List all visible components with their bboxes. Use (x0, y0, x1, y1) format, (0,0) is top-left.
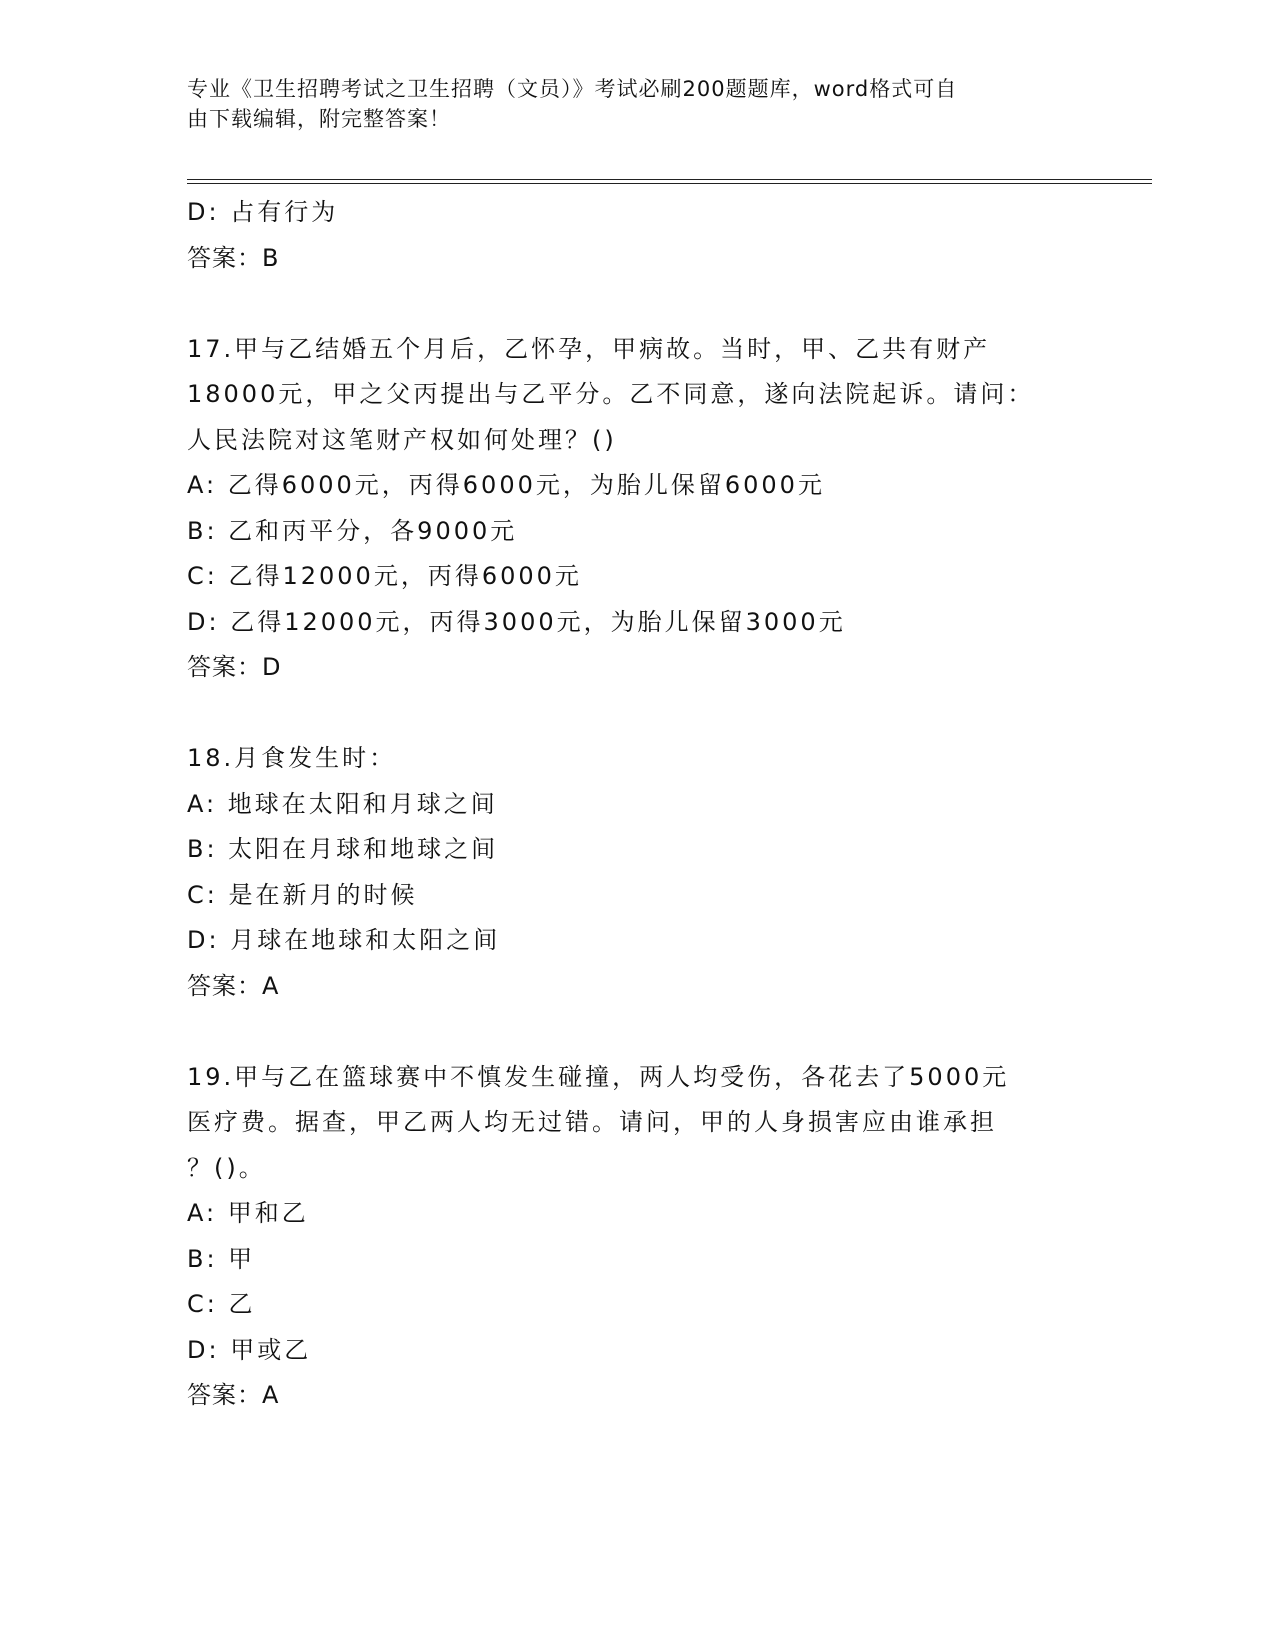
header-line-1: 专业《卫生招聘考试之卫生招聘（文员）》考试必刷200题题库，word格式可自 (187, 77, 958, 101)
q17-answer: 答案：D (187, 653, 282, 681)
header-line-2: 由下载编辑，附完整答案！ (187, 107, 451, 131)
q19-stem-line-3: ？()。 (187, 1153, 266, 1182)
q18-option-b: B: 太阳在月球和地球之间 (187, 835, 499, 863)
q17-option-c: C: 乙得12000元，丙得6000元 (187, 562, 582, 590)
question-17 (187, 327, 1087, 691)
q17-stem-line-2: 18000元，甲之父丙提出与乙平分。乙不同意，遂向法院起诉。请问： (187, 380, 1035, 408)
q19-option-c: C: 乙 (187, 1290, 256, 1318)
q18-option-a: A: 地球在太阳和月球之间 (187, 789, 498, 818)
q19-answer: 答案：A (187, 1381, 280, 1409)
q17-option-d: D: 乙得12000元，丙得3000元，为胎儿保留3000元 (187, 607, 846, 636)
q18-option-d: D: 月球在地球和太阳之间 (187, 926, 501, 954)
q19-stem-line-2: 医疗费。据查，甲乙两人均无过错。请问，甲的人身损害应由谁承担 (187, 1108, 997, 1136)
q19-option-d: D: 甲或乙 (187, 1335, 312, 1364)
q16-option-d: D: 占有行为 (187, 198, 339, 226)
question-list (187, 190, 1087, 1419)
q19-option-b: B: 甲 (187, 1244, 256, 1273)
header-divider-top (187, 179, 1152, 180)
q17-stem-line-1: 17.甲与乙结婚五个月后，乙怀孕，甲病故。当时，甲、乙共有财产 (187, 334, 991, 363)
q16-answer: 答案：B (187, 243, 280, 272)
q18-option-c: C: 是在新月的时候 (187, 880, 418, 909)
document-header (187, 74, 1067, 134)
q18-stem-line-1: 18.月食发生时： (187, 744, 397, 772)
q18-answer: 答案：A (187, 971, 280, 1000)
q19-stem-line-1: 19.甲与乙在篮球赛中不慎发生碰撞，两人均受伤，各花去了5000元 (187, 1062, 1010, 1091)
q17-option-a: A: 乙得6000元，丙得6000元，为胎儿保留6000元 (187, 471, 825, 499)
q17-option-b: B: 乙和丙平分，各9000元 (187, 516, 518, 545)
header-divider-bottom (187, 183, 1152, 184)
q17-stem-line-3: 人民法院对这笔财产权如何处理？() (187, 425, 617, 454)
q19-option-a: A: 甲和乙 (187, 1199, 309, 1227)
question-18 (187, 736, 1087, 1009)
question-19 (187, 1055, 1087, 1419)
